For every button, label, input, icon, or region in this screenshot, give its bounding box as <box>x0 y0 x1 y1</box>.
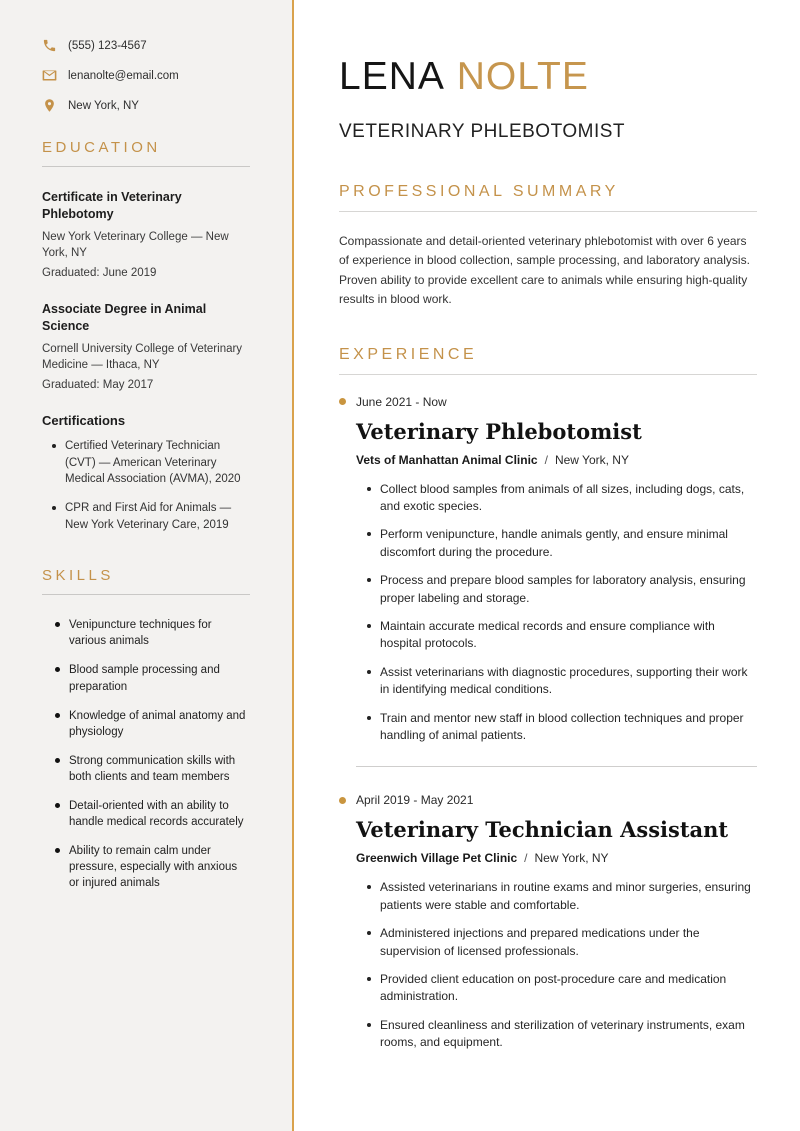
job-bullet-text: Administered injections and prepared medications under the supervision of licensed professionals. <box>380 926 700 958</box>
job-divider <box>356 766 757 767</box>
job-date-row <box>339 793 757 807</box>
bullet-dot <box>55 803 60 808</box>
bullet-dot <box>367 578 371 582</box>
skill-item <box>42 753 250 785</box>
bullet-dot <box>52 506 56 510</box>
section-underline <box>42 594 250 595</box>
job-bullet-text: Ensured cleanliness and sterilization of veterinary instruments, exam rooms, and equipment. <box>380 1017 745 1050</box>
contact-email <box>42 68 250 83</box>
job-bullet <box>367 664 757 699</box>
bullet-dot <box>367 532 371 536</box>
contact-location <box>42 98 250 113</box>
certifications-heading: Certifications <box>42 412 126 428</box>
job-title: Veterinary Technician Assistant <box>356 817 729 843</box>
email-icon <box>42 68 57 83</box>
skill-text: Ability to remain calm under pressure, especially with anxious or injured animals <box>69 845 238 890</box>
job-bullet <box>367 925 757 960</box>
skills-section-heading: SKILLS <box>42 567 114 585</box>
location-text: New York, NY <box>68 99 139 112</box>
bullet-dot <box>367 885 371 889</box>
summary-text: Compassionate and detail-oriented veterinary phlebotomist with over 6 years of experience in blood collection, sample processing, and laboratory analysis. Proven ability to provide excellent care to animals while ensuring high-quality results in blood work. <box>339 233 750 307</box>
job-bullet <box>367 481 757 516</box>
job-bullets <box>367 879 757 1051</box>
skill-item <box>42 708 250 740</box>
bullet-dot <box>367 716 371 720</box>
education-entry <box>42 301 250 391</box>
job-bullet-text: Train and mentor new staff in blood collection techniques and proper handling of animal patients. <box>380 710 744 742</box>
summary-section-heading: PROFESSIONAL SUMMARY <box>339 182 619 200</box>
job-location: New York, NY <box>534 851 609 866</box>
main-column <box>296 0 800 1131</box>
contact-phone <box>42 38 250 53</box>
job-bullet <box>367 710 757 745</box>
first-name: LENA <box>339 55 445 98</box>
bullet-dot <box>367 931 371 935</box>
last-name: NOLTE <box>456 55 589 98</box>
bullet-dot <box>367 670 371 674</box>
company-name: Greenwich Village Pet Clinic <box>356 851 518 866</box>
job-bullet-text: Perform venipuncture, handle animals gently, and ensure minimal discomfort during the procedure. <box>380 527 728 559</box>
job-bullet-text: Provided client education on post-procedure care and medication administration. <box>380 971 727 1004</box>
skill-text: Knowledge of animal anatomy and physiology <box>69 709 246 738</box>
bullet-dot <box>367 977 371 981</box>
job-location: New York, NY <box>554 452 629 467</box>
school-name: New York Veterinary College — New York, NY <box>42 230 229 259</box>
location-pin-icon <box>42 98 57 113</box>
company-location-separator: / <box>524 851 528 866</box>
skill-item <box>42 662 250 694</box>
section-underline <box>42 166 250 167</box>
skill-text: Strong communication skills with both clients and team members <box>69 754 236 783</box>
job-bullet-text: Maintain accurate medical records and ensure compliance with hospital protocols. <box>380 618 715 651</box>
job-dates: June 2021 - Now <box>356 394 447 409</box>
email-text: lenanolte@email.com <box>68 69 179 82</box>
phone-icon <box>42 38 57 53</box>
certification-text: CPR and First Aid for Animals — New York Veterinary Care, 2019 <box>65 501 232 531</box>
bullet-dot <box>52 444 56 448</box>
job-date-row <box>339 395 757 409</box>
job-company-row <box>356 851 757 865</box>
job-bullet <box>367 971 757 1006</box>
skill-item <box>42 843 250 891</box>
skill-text: Venipuncture techniques for various animals <box>69 619 212 648</box>
education-section-heading: EDUCATION <box>42 139 161 156</box>
job-bullet <box>367 618 757 653</box>
experience-job <box>339 395 757 745</box>
skill-item <box>42 798 250 830</box>
bullet-dot <box>367 487 371 491</box>
graduation-date: Graduated: May 2017 <box>42 378 154 391</box>
job-bullet-text: Assist veterinarians with diagnostic procedures, supporting their work in identifying medical conditions. <box>380 664 748 697</box>
certification-item <box>42 438 250 488</box>
job-bullet-text: Assisted veterinarians in routine exams and minor surgeries, ensuring patients were stable and comfortable. <box>380 880 751 912</box>
school-name: Cornell University College of Veterinary Medicine — Ithaca, NY <box>42 342 243 371</box>
job-bullet <box>367 572 757 607</box>
skill-text: Detail-oriented with an ability to handle medical records accurately <box>69 799 244 829</box>
phone-text: (555) 123-4567 <box>68 39 147 52</box>
job-bullet <box>367 1017 757 1052</box>
degree-title: Associate Degree in Animal Science <box>42 301 207 333</box>
bullet-dot <box>55 667 60 672</box>
company-location-separator: / <box>544 452 548 467</box>
timeline-dot-icon <box>339 398 346 405</box>
experience-job <box>339 793 757 1051</box>
certification-item <box>42 500 250 533</box>
experience-section-heading: EXPERIENCE <box>339 345 478 363</box>
bullet-dot <box>55 622 60 627</box>
section-underline <box>339 374 757 375</box>
experience-section <box>339 346 757 1052</box>
bullet-dot <box>367 1023 371 1027</box>
job-bullet-text: Collect blood samples from animals of all sizes, including dogs, cats, and exotic species. <box>380 481 745 514</box>
candidate-job-title: VETERINARY PHLEBOTOMIST <box>339 120 626 142</box>
certification-text: Certified Veterinary Technician (CVT) — American Veterinary Medical Association (AVMA), 2020 <box>65 439 241 486</box>
skill-text: Blood sample processing and preparation <box>69 664 220 693</box>
job-bullet <box>367 879 757 914</box>
bullet-dot <box>367 624 371 628</box>
degree-title: Certificate in Veterinary Phlebotomy <box>42 190 182 221</box>
job-company-row <box>356 453 757 467</box>
professional-summary-section <box>339 183 757 310</box>
job-title: Veterinary Phlebotomist <box>356 418 642 444</box>
job-dates: April 2019 - May 2021 <box>356 793 474 808</box>
sidebar <box>0 0 294 1131</box>
job-bullet <box>367 526 757 561</box>
skills-section <box>42 567 250 891</box>
graduation-date: Graduated: June 2019 <box>42 266 157 279</box>
skill-item <box>42 617 250 649</box>
candidate-name <box>339 56 757 99</box>
bullet-dot <box>55 758 60 763</box>
bullet-dot <box>55 848 60 853</box>
education-entry <box>42 189 250 279</box>
job-bullet-text: Process and prepare blood samples for laboratory analysis, ensuring proper labeling and storage. <box>380 573 746 605</box>
job-bullets <box>367 481 757 745</box>
bullet-dot <box>55 713 60 718</box>
company-name: Vets of Manhattan Animal Clinic <box>356 452 538 467</box>
section-underline <box>339 211 757 212</box>
timeline-dot-icon <box>339 797 346 804</box>
